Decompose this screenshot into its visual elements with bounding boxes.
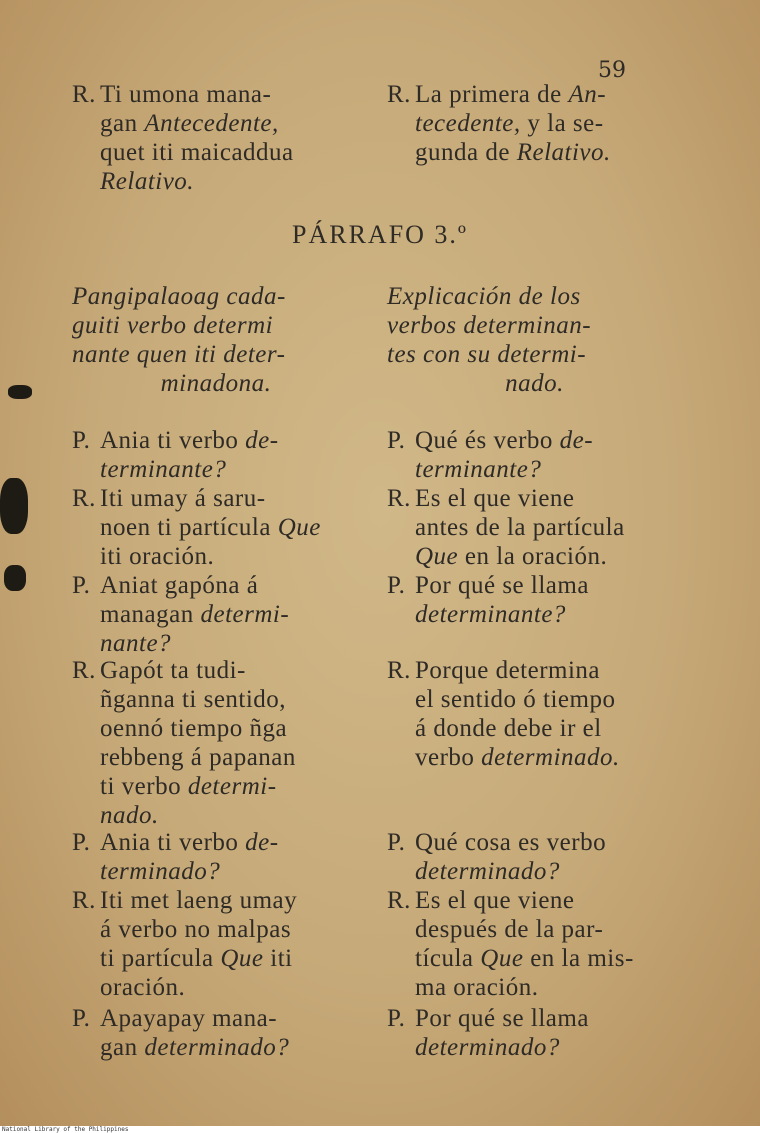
text-line: oración.: [100, 974, 186, 1001]
qa-entry: [72, 571, 360, 658]
text-line-italic: Relativo.: [100, 168, 195, 195]
text-line-italic: nado.: [100, 802, 159, 829]
text-line: managan: [100, 601, 201, 628]
text-line: después de la par-: [415, 916, 604, 943]
text-line: iti: [263, 945, 293, 972]
answer-label: R.: [387, 81, 411, 108]
answer-label: R.: [72, 485, 96, 512]
text-line-italic: determinado?: [415, 1034, 560, 1061]
text-line: rebbeng á papanan: [100, 744, 296, 771]
qa-entry: [72, 484, 360, 571]
question-label: P.: [72, 829, 91, 856]
answer-label: R.: [72, 887, 96, 914]
text-line: en la mis-: [523, 945, 634, 972]
text-line: iti oración.: [100, 543, 215, 570]
text-line-italic: de-: [245, 829, 279, 856]
qa-entry: [387, 484, 682, 571]
text-line: tícula: [415, 945, 481, 972]
subtitle-line: verbos determinan-: [387, 312, 592, 339]
text-line-italic: nante?: [100, 630, 172, 657]
subtitle-right: [387, 282, 682, 398]
text-line: ti verbo: [100, 773, 188, 800]
text-line: ñganna ti sentido,: [100, 686, 287, 713]
text-line: Ania ti verbo: [100, 829, 246, 856]
text-line: Apayapay mana-: [100, 1005, 278, 1032]
text-line: y la se-: [520, 110, 604, 137]
text-line: verbo: [415, 744, 482, 771]
text-line: ma oración.: [415, 974, 539, 1001]
text-line-italic: Relativo.: [516, 139, 611, 166]
text-line: Por qué se llama: [415, 1005, 589, 1032]
page-number: 59: [598, 58, 626, 83]
text-line: Qué cosa es verbo: [415, 829, 607, 856]
ink-blot: [8, 385, 32, 399]
qa-entry: [387, 886, 682, 1002]
text-line-italic: terminante?: [415, 456, 542, 483]
qa-entry: [387, 571, 682, 629]
text-line-italic: tecedente,: [415, 110, 521, 137]
text-line: el sentido ó tiempo: [415, 686, 616, 713]
answer-label: R.: [72, 81, 96, 108]
question-label: P.: [387, 829, 406, 856]
text-line: Iti umay á saru-: [100, 485, 266, 512]
text-line-italic: determi-: [187, 773, 277, 800]
left-qa-column: [72, 426, 360, 1066]
question-label: P.: [72, 427, 91, 454]
qa-entry: [387, 828, 682, 886]
text-line: á verbo no malpas: [100, 916, 292, 943]
text-line-italic: Que: [220, 945, 264, 972]
subtitle-left: [72, 282, 360, 398]
text-line: Iti met laeng umay: [100, 887, 298, 914]
answer-label: R.: [387, 657, 411, 684]
text-line: Ania ti verbo: [100, 427, 246, 454]
text-line-italic: terminado?: [100, 858, 221, 885]
text-line: antes de la partícula: [415, 514, 625, 541]
text-line: en la oración.: [458, 543, 608, 570]
qa-entry: [72, 426, 360, 484]
question-label: P.: [387, 572, 406, 599]
text-line: Qué és verbo: [415, 427, 560, 454]
subtitle-line: tes con su determi-: [387, 341, 587, 368]
text-line: Ti umona mana-: [100, 81, 272, 108]
qa-entry: [72, 1004, 360, 1062]
text-line: Es el que viene: [415, 485, 575, 512]
subtitle-line: Explicación de los: [387, 283, 581, 310]
text-line: Por qué se llama: [415, 572, 589, 599]
right-qa-column: [387, 426, 682, 1066]
text-line-italic: determinado?: [144, 1034, 290, 1061]
ink-blot: [0, 478, 28, 534]
text-line: Gapót ta tudi-: [100, 657, 246, 684]
question-label: P.: [72, 1005, 91, 1032]
answer-label: R.: [387, 485, 411, 512]
text-line: Aniat gapóna á: [100, 572, 259, 599]
text-line-italic: de-: [245, 427, 279, 454]
text-line-italic: Que: [480, 945, 524, 972]
qa-entry: [387, 426, 682, 484]
text-line: noen ti partícula: [100, 514, 278, 541]
text-line-italic: determinado?: [415, 858, 560, 885]
section-heading: PÁRRAFO 3.º: [292, 220, 468, 249]
qa-entry: [387, 1004, 682, 1062]
text-line: gunda de: [415, 139, 517, 166]
text-line: Es el que viene: [415, 887, 575, 914]
footer-credit: National Library of the Philippines: [2, 1126, 129, 1133]
subtitle-line: nante quen iti deter-: [72, 341, 286, 368]
text-line: Porque determina: [415, 657, 601, 684]
text-line: á donde debe ir el: [415, 715, 602, 742]
subtitle-line: guiti verbo determi: [72, 312, 274, 339]
text-line-italic: determinante?: [415, 601, 566, 628]
text-line: oennó tiempo ñga: [100, 715, 288, 742]
text-line: ti partícula: [100, 945, 221, 972]
qa-entry: [72, 828, 360, 886]
text-line-italic: An-: [568, 81, 607, 108]
text-line-italic: terminante?: [100, 456, 227, 483]
text-line-italic: determinado.: [481, 744, 620, 771]
question-label: P.: [72, 572, 91, 599]
text-line: gan: [100, 1034, 145, 1061]
question-label: P.: [387, 1005, 406, 1032]
qa-entry: [387, 656, 682, 772]
qa-entry: [72, 886, 360, 1002]
answer-label: R.: [72, 657, 96, 684]
text-line: gan: [100, 110, 145, 137]
subtitle-line: minadona.: [160, 370, 272, 397]
text-line-italic: Que: [277, 514, 321, 541]
text-line-italic: Antecedente,: [144, 110, 279, 137]
text-line-italic: Que: [415, 543, 459, 570]
text-line-italic: de-: [559, 427, 594, 454]
subtitle-line: nado.: [505, 370, 564, 397]
question-label: P.: [387, 427, 406, 454]
text-line: La primera de: [415, 81, 569, 108]
ink-blot: [4, 565, 26, 591]
subtitle-line: Pangipalaoag cada-: [72, 283, 286, 310]
text-line-italic: determi-: [200, 601, 290, 628]
answer-label: R.: [387, 887, 411, 914]
text-line: quet iti maicaddua: [100, 139, 294, 166]
qa-entry: [72, 656, 360, 830]
